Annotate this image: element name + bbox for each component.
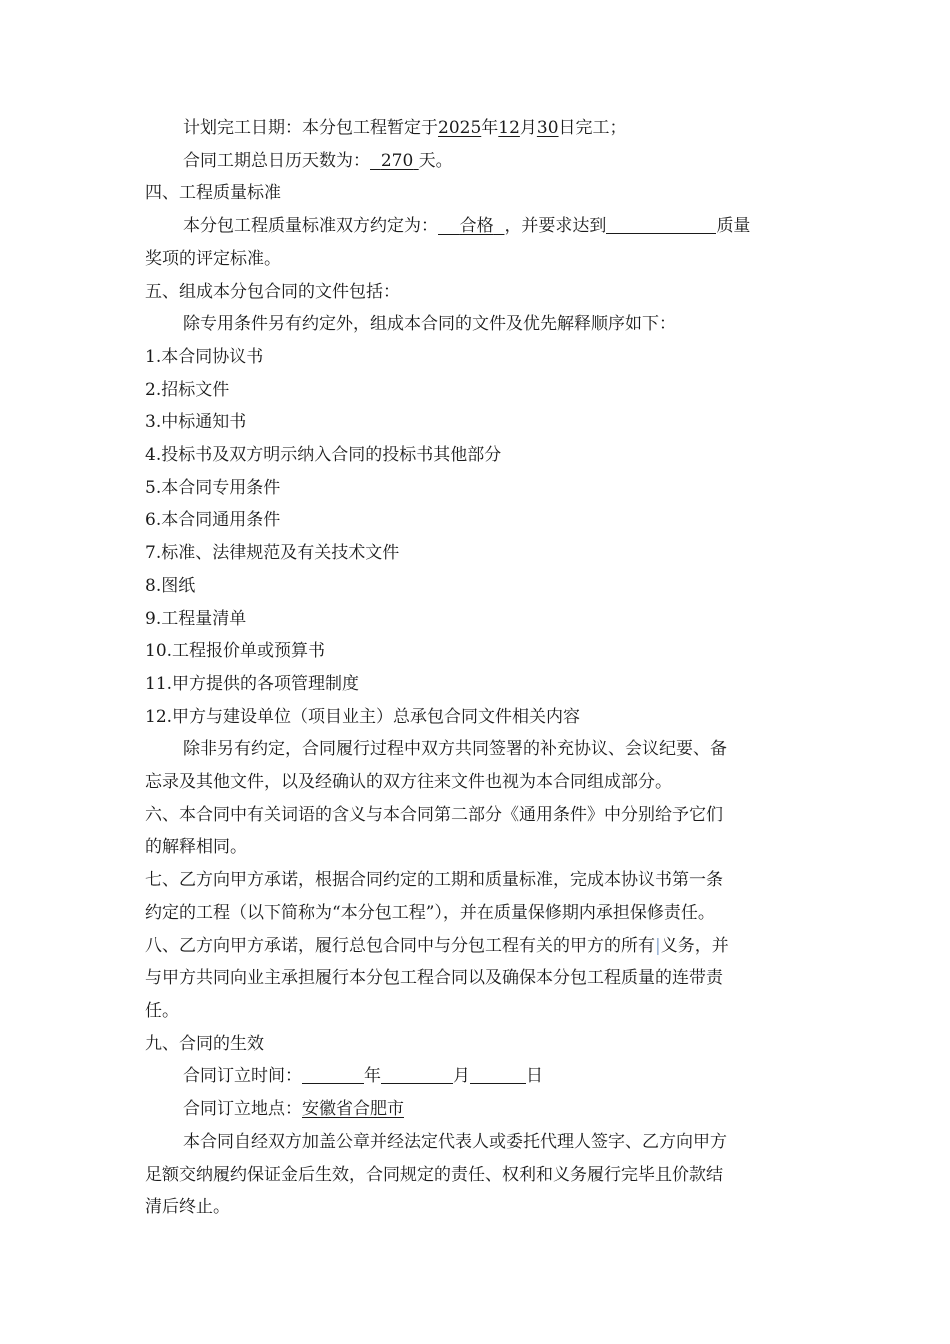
duration-value: 270 [380, 150, 414, 171]
list-item: 5.本合同专用条件 [145, 477, 281, 498]
list-item: 1.本合同协议书 [145, 346, 264, 367]
list-item: 6.本合同通用条件 [145, 510, 281, 531]
day-blank [470, 1066, 526, 1084]
list-item: 7.标准、法律规范及有关技术文件 [145, 543, 400, 564]
completion-day: 30 [536, 118, 559, 138]
quality-standard-line: 本分包工程质量标准双方约定为： 合格 ，并要求达到 质量 [183, 216, 751, 237]
section-6-line-1: 六、本合同中有关词语的含义与本合同第二部分《通用条件》中分别给予它们 [145, 804, 723, 825]
list-item: 12.甲方与建设单位（项目业主）总承包合同文件相关内容 [145, 706, 581, 727]
completion-year: 2025 [438, 118, 482, 138]
list-item: 11.甲方提供的各项管理制度 [145, 673, 360, 694]
month-blank [381, 1066, 453, 1084]
section-5-intro: 除专用条件另有约定外，组成本合同的文件及优先解释顺序如下： [183, 314, 676, 335]
section-5-note-line-2: 忘录及其他文件，以及经确认的双方往来文件也视为本合同组成部分。 [145, 772, 672, 793]
section-5-note-line-1: 除非另有约定，合同履行过程中双方共同签署的补充协议、会议纪要、备 [183, 739, 727, 760]
list-item: 3.中标通知书 [145, 412, 247, 433]
section-8-line-2: 与甲方共同向业主承担履行本分包工程合同以及确保本分包工程质量的连带责 [145, 968, 723, 989]
effect-line-3: 清后终止。 [145, 1197, 230, 1218]
section-9-heading: 九、合同的生效 [145, 1033, 264, 1054]
year-blank [302, 1066, 364, 1084]
effect-line-2: 足额交纳履约保证金后生效，合同规定的责任、权利和义务履行完毕且价款结 [145, 1164, 723, 1185]
section-7-line-1: 七、乙方向甲方承诺，根据合同约定的工期和质量标准，完成本协议书第一条 [145, 870, 723, 891]
signing-place: 安徽省合肥市 [302, 1099, 404, 1120]
list-item: 4.投标书及双方明示纳入合同的投标书其他部分 [145, 445, 502, 466]
section-5-heading: 五、组成本分包合同的文件包括： [145, 281, 400, 302]
award-blank [606, 216, 716, 234]
text-cursor-icon: | [655, 935, 661, 956]
signing-time-line: 合同订立时间： 年 月 日 [183, 1066, 543, 1087]
list-item: 10.工程报价单或预算书 [145, 641, 326, 662]
signing-place-line: 合同订立地点：安徽省合肥市 [183, 1099, 404, 1120]
effect-line-1: 本合同自经双方加盖公章并经法定代表人或委托代理人签字、乙方向甲方 [183, 1131, 727, 1152]
contract-body [145, 112, 810, 1224]
quality-value: 合格 [459, 216, 494, 237]
completion-date-line: 计划完工日期：本分包工程暂定于2025年12月30日完工； [183, 118, 627, 138]
section-6-line-2: 的解释相同。 [145, 837, 247, 858]
duration-line: 合同工期总日历天数为： 270 天。 [183, 150, 453, 171]
section-4-heading: 四、工程质量标准 [145, 183, 281, 204]
quality-standard-line-2: 奖项的评定标准。 [145, 248, 281, 269]
completion-month: 12 [498, 118, 520, 138]
list-item: 8.图纸 [145, 575, 196, 596]
section-8-line-3: 任。 [145, 1000, 179, 1021]
list-item: 9.工程量清单 [145, 608, 247, 629]
section-7-line-2: 约定的工程（以下简称为“本分包工程”），并在质量保修期内承担保修责任。 [145, 902, 715, 923]
section-8-line-1: 八、乙方向甲方承诺，履行总包合同中与分包工程有关的甲方的所有|义务，并 [145, 935, 729, 956]
list-item: 2.招标文件 [145, 379, 230, 400]
